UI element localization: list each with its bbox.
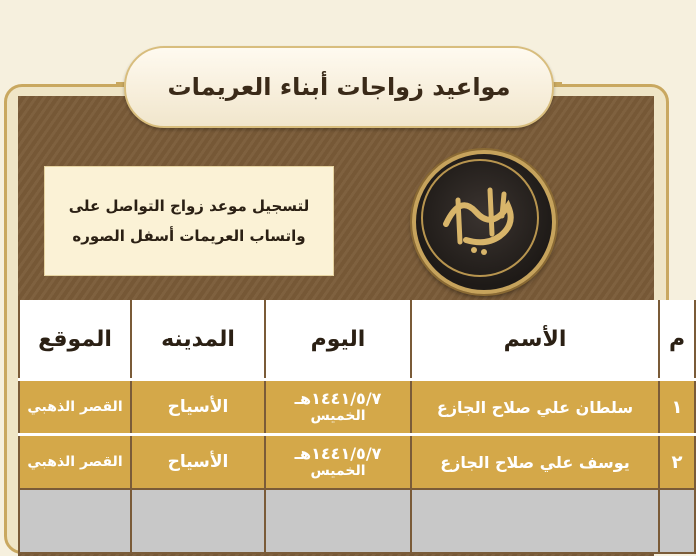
row-num: ٢	[659, 435, 695, 490]
empty-cell	[411, 489, 659, 553]
header-name: الأسم	[411, 300, 659, 380]
header-location: الموقع	[19, 300, 131, 380]
empty-cell	[659, 489, 695, 553]
page-title: مواعيد زواجات أبناء العريمات	[167, 73, 511, 101]
info-box	[44, 166, 334, 276]
info-line-1: لتسجيل موعد زواج التواصل على	[68, 197, 310, 215]
row-date: ١٤٤١/٥/٧هـ	[294, 389, 382, 408]
table-header-row	[19, 300, 695, 380]
header-num: م	[659, 300, 695, 380]
row-city: الأسياح	[131, 380, 265, 435]
row-location: القصر الذهبي	[19, 435, 131, 490]
row-num: ١	[659, 380, 695, 435]
table-row-empty	[19, 489, 695, 553]
row-weekday: الخميس	[310, 408, 366, 424]
info-line-2: واتساب العريمات أسفل الصوره	[72, 227, 306, 245]
emblem-logo	[412, 150, 556, 294]
row-day	[265, 435, 411, 490]
header-day: اليوم	[265, 300, 411, 380]
row-weekday: الخميس	[310, 463, 366, 479]
row-date: ١٤٤١/٥/٧هـ	[294, 444, 382, 463]
row-day	[265, 380, 411, 435]
row-name: يوسف علي صلاح الجازع	[411, 435, 659, 490]
row-city: الأسياح	[131, 435, 265, 490]
title-plate	[124, 46, 554, 128]
header-city: المدينه	[131, 300, 265, 380]
empty-cell	[19, 489, 131, 553]
calligraphy-logo-icon	[416, 154, 544, 282]
row-location: القصر الذهبي	[19, 380, 131, 435]
table-row	[19, 435, 695, 490]
row-name: سلطان علي صلاح الجازع	[411, 380, 659, 435]
schedule-table	[18, 300, 696, 554]
table-row	[19, 380, 695, 435]
empty-cell	[131, 489, 265, 553]
empty-cell	[265, 489, 411, 553]
